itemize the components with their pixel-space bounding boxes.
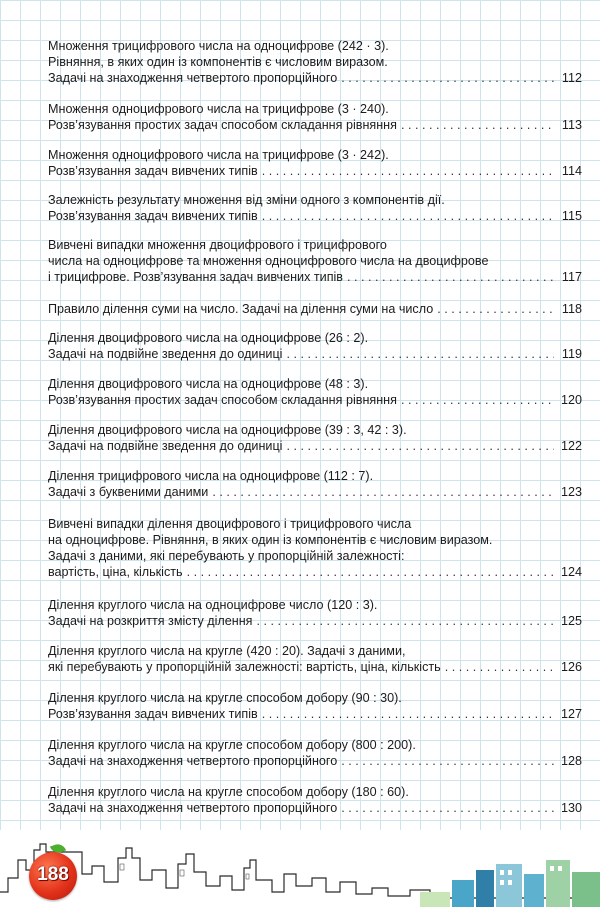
entry-subtitle: Розв’язування задач вивчених типів — [48, 707, 258, 721]
toc-entry — [48, 237, 582, 285]
dot-leader — [257, 613, 554, 629]
entry-subtitle: Задачі на знаходження четвертого пропорційного — [48, 801, 338, 815]
toc-entry — [48, 38, 582, 86]
entry-last-line — [48, 117, 582, 133]
entry-title-line: Ділення круглого числа на кругле способом добору (800 : 200). — [48, 738, 416, 752]
page-reference: 127 — [560, 707, 582, 721]
entry-title-line: Ділення трицифрового числа на одноцифрове (112 : 7). — [48, 469, 374, 483]
entry-subtitle: Розв’язування задач вивчених типів — [48, 209, 258, 223]
page-reference: 128 — [560, 754, 582, 768]
toc-entry — [48, 516, 582, 580]
entry-title-line: Залежність результату множення від зміни одного з компонентів дії. — [48, 193, 445, 207]
entry-last-line — [48, 753, 582, 769]
dot-leader — [341, 800, 554, 816]
entry-last-line — [48, 706, 582, 722]
entry-last-line — [48, 564, 582, 580]
entry-title-line: Вивчені випадки множення двоцифрового і трицифрового — [48, 238, 387, 252]
entry-title-line: Множення одноцифрового числа на трицифрове (3 · 240). — [48, 102, 389, 116]
entry-subtitle: Задачі на знаходження четвертого пропорційного — [48, 754, 338, 768]
entry-subtitle: Задачі на подвійне зведення до одиниці — [48, 347, 283, 361]
entry-last-line — [48, 208, 582, 224]
page-reference: 118 — [561, 302, 582, 316]
entry-title-line: Вивчені випадки ділення двоцифрового і трицифрового числа — [48, 517, 412, 531]
toc-entry — [48, 468, 582, 500]
page-reference: 125 — [560, 614, 582, 628]
entry-last-line — [48, 269, 582, 285]
page-number: 188 — [37, 864, 69, 885]
entry-last-line — [48, 392, 582, 408]
dot-leader — [262, 208, 554, 224]
dot-leader — [262, 706, 554, 722]
toc-entry — [48, 643, 582, 675]
dot-leader — [262, 163, 554, 179]
toc-entry — [48, 784, 582, 816]
entry-title-line: Рівняння, в яких один із компонентів є числовим виразом. — [48, 55, 388, 69]
entry-title-line: Задачі з даними, які перебувають у пропорційній залежності: — [48, 549, 405, 563]
entry-title-line: Ділення круглого числа на кругле (420 : 20). Задачі з даними, — [48, 644, 406, 658]
toc-entry — [48, 101, 582, 133]
toc-entry — [48, 301, 582, 317]
entry-subtitle: Задачі на розкриття змісту ділення — [48, 614, 253, 628]
entry-title-line: на одноцифрове. Рівняння, в яких один із компонентів є числовим виразом. — [48, 533, 493, 547]
page-reference: 123 — [560, 485, 582, 499]
page-reference: 124 — [560, 565, 582, 579]
entry-title-line: Ділення двоцифрового числа на одноцифрове (48 : 3). — [48, 377, 369, 391]
entry-title-line: Ділення двоцифрового числа на одноцифрове (39 : 3, 42 : 3). — [48, 423, 407, 437]
entry-title-line: Ділення двоцифрового числа на одноцифрове (26 : 2). — [48, 331, 369, 345]
toc-entry — [48, 422, 582, 454]
toc-entry — [48, 690, 582, 722]
page-reference: 119 — [561, 347, 582, 361]
entry-subtitle: Розв’язування простих задач способом складання рівняння — [48, 393, 397, 407]
entry-last-line — [48, 163, 582, 179]
entry-last-line — [48, 70, 582, 86]
entry-title-line: Ділення круглого числа на кругле способом добору (90 : 30). — [48, 691, 402, 705]
dot-leader — [401, 117, 554, 133]
toc-entry — [48, 192, 582, 224]
dot-leader — [187, 564, 554, 580]
page-reference: 112 — [561, 71, 582, 85]
entry-last-line — [48, 484, 582, 500]
page-reference: 122 — [560, 439, 582, 453]
dot-leader — [286, 438, 554, 454]
city-skyline-illustration — [0, 830, 600, 907]
entry-subtitle: Задачі на подвійне зведення до одиниці — [48, 439, 283, 453]
dot-leader — [401, 392, 554, 408]
entry-last-line — [48, 346, 582, 362]
entry-subtitle: Правило ділення суми на число. Задачі на ділення суми на число — [48, 302, 434, 316]
entry-title-line: числа на одноцифрове та множення одноцифрового числа на двоцифрове — [48, 254, 489, 268]
toc-entry — [48, 737, 582, 769]
page-reference: 115 — [561, 209, 582, 223]
dot-leader — [341, 70, 554, 86]
entry-subtitle: і трицифрове. Розв’язування задач вивчених типів — [48, 270, 343, 284]
toc-entry — [48, 597, 582, 629]
entry-last-line — [48, 613, 582, 629]
toc-entry — [48, 147, 582, 179]
dot-leader — [341, 753, 554, 769]
entry-last-line — [48, 659, 582, 675]
page-reference: 126 — [560, 660, 582, 674]
page-reference: 113 — [561, 118, 582, 132]
dot-leader — [212, 484, 554, 500]
page-reference: 117 — [561, 270, 582, 284]
toc-entry — [48, 330, 582, 362]
entry-subtitle: які перебувають у пропорційній залежності: вартість, ціна, кількість — [48, 660, 441, 674]
entry-last-line — [48, 438, 582, 454]
footer-skyline — [0, 830, 600, 907]
entry-last-line — [48, 301, 582, 317]
entry-title-line: Множення одноцифрового числа на трицифрове (3 · 242). — [48, 148, 389, 162]
page-reference: 130 — [560, 801, 582, 815]
dot-leader — [347, 269, 554, 285]
entry-title-line: Ділення круглого числа на одноцифрове число (120 : 3). — [48, 598, 378, 612]
entry-subtitle: Розв’язування задач вивчених типів — [48, 164, 258, 178]
page-reference: 114 — [561, 164, 582, 178]
entry-subtitle: Задачі на знаходження четвертого пропорційного — [48, 71, 338, 85]
dot-leader — [286, 346, 554, 362]
entry-subtitle: Розв’язування простих задач способом складання рівняння — [48, 118, 397, 132]
entry-title-line: Ділення круглого числа на кругле способом добору (180 : 60). — [48, 785, 409, 799]
dot-leader — [437, 301, 554, 317]
toc-entry — [48, 376, 582, 408]
dot-leader — [445, 659, 554, 675]
entry-title-line: Множення трицифрового числа на одноцифрове (242 · 3). — [48, 39, 389, 53]
entry-subtitle: Задачі з буквеними даними — [48, 485, 209, 499]
entry-last-line — [48, 800, 582, 816]
page-reference: 120 — [560, 393, 582, 407]
page-number-badge — [29, 852, 77, 900]
entry-subtitle: вартість, ціна, кількість — [48, 565, 183, 579]
